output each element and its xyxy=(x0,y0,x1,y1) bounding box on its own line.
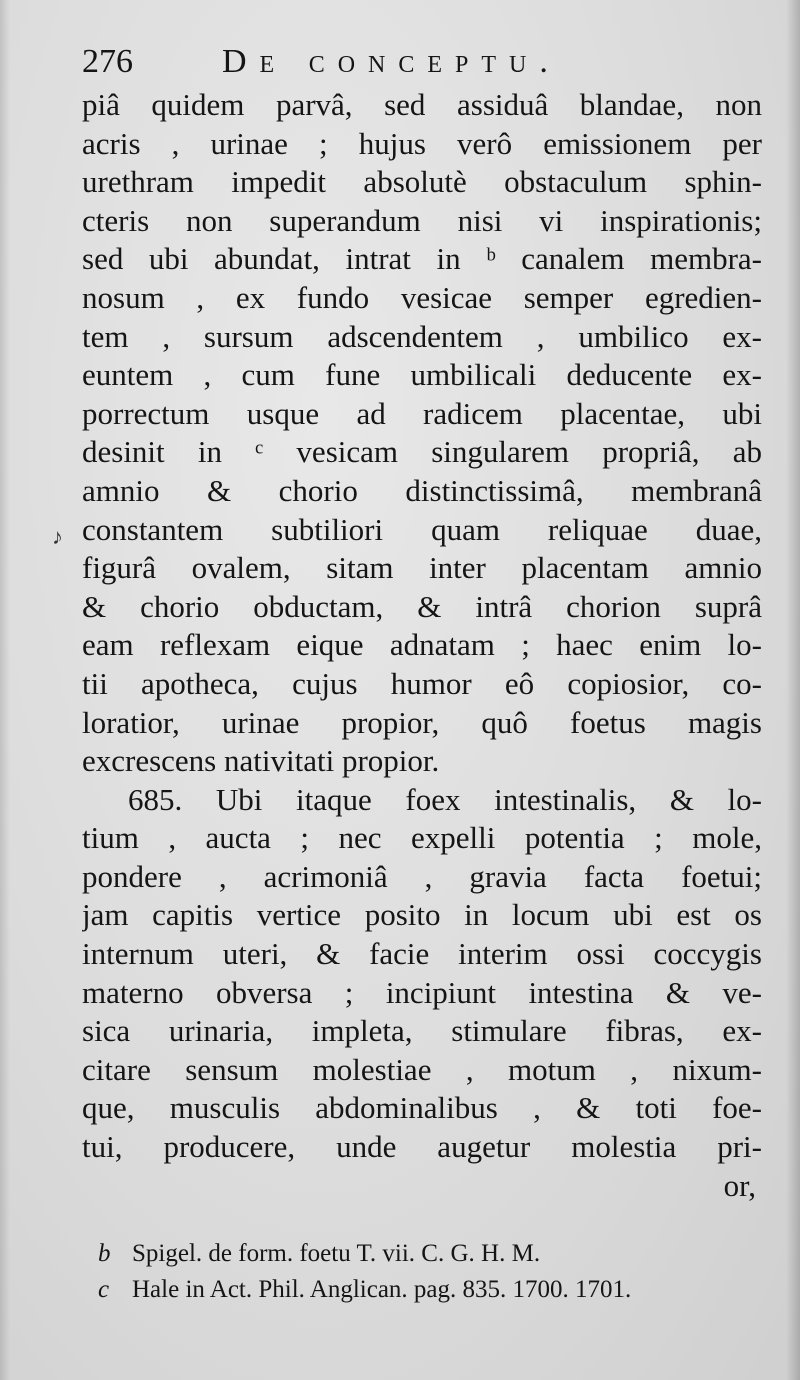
text-line: que, musculis abdominalibus , & toti foe- xyxy=(82,1090,762,1126)
text-line: pondere , acrimoniâ , gravia facta foetui; xyxy=(82,858,762,894)
text-line: tem , sursum adscendentem , umbilico ex- xyxy=(82,318,762,354)
footnote-text: Hale in Act. Phil. Anglican. pag. 835. 1700. 1701. xyxy=(132,1276,632,1303)
text-line: 685. Ubi itaque foex intestinalis, & lo- xyxy=(128,781,762,817)
text-line: euntem , cum fune umbilicali deducente ex- xyxy=(82,357,762,393)
text-line: figurâ ovalem, sitam inter placentam amnio xyxy=(82,550,762,586)
body-text xyxy=(82,86,762,1205)
text-line: jam capitis vertice posito in locum ubi est os xyxy=(82,897,762,933)
text-line: cteris non superandum nisi vi inspirationis; xyxy=(82,202,762,238)
text-line: urethram impedit absolutè obstaculum sphin- xyxy=(82,164,762,200)
page-number: 276 xyxy=(82,43,133,80)
page-shadow-left xyxy=(0,0,10,1380)
text-line: or, xyxy=(723,1167,756,1203)
text-line: eam reflexam eique adnatam ; haec enim lo- xyxy=(82,627,762,663)
text-line: piâ quidem parvâ, sed assiduâ blandae, non xyxy=(82,87,762,122)
footnotes xyxy=(98,1236,758,1308)
footnote-text: Spigel. de form. foetu T. vii. C. G. H. M. xyxy=(132,1240,541,1267)
text-line: sica urinaria, impleta, stimulare fibras, ex- xyxy=(82,1013,762,1049)
text-line: acris , urinae ; hujus verô emissionem per xyxy=(82,125,762,161)
page-header xyxy=(82,38,762,86)
text-line: excrescens nativitati propior. xyxy=(82,743,440,779)
text-line: porrectum usque ad radicem placentae, ubi xyxy=(82,395,762,431)
footnote xyxy=(98,1236,758,1272)
text-line: sed ubi abundat, intrat in ᵇ canalem membra- xyxy=(82,241,762,277)
running-title: De conceptu. xyxy=(222,43,561,80)
text-line: & chorio obductam, & intrâ chorion suprâ xyxy=(82,588,762,624)
page-shadow-right xyxy=(786,0,800,1380)
text-line: tui, producere, unde augetur molestia pri- xyxy=(82,1129,762,1165)
margin-mark: ♪ xyxy=(52,524,63,549)
text-line: amnio & chorio distinctissimâ, membranâ xyxy=(82,472,762,508)
text-line: tii apotheca, cujus humor eô copiosior, co- xyxy=(82,665,762,701)
text-line: internum uteri, & facie interim ossi coccygis xyxy=(82,936,762,972)
text-line: tium , aucta ; nec expelli potentia ; mole, xyxy=(82,820,762,856)
text-line: nosum , ex fundo vesicae semper egredien- xyxy=(82,279,762,315)
text-line: constantem subtiliori quam reliquae duae, xyxy=(82,511,762,547)
text-line: materno obversa ; incipiunt intestina & ve- xyxy=(82,974,762,1010)
text-line: citare sensum molestiae , motum , nixum- xyxy=(82,1051,762,1087)
footnote-marker: b xyxy=(98,1240,111,1267)
footnote xyxy=(98,1272,758,1308)
footnote-marker: c xyxy=(98,1276,110,1303)
text-line: loratior, urinae propior, quô foetus magis xyxy=(82,704,762,740)
text-line: desinit in ᶜ vesicam singularem propriâ, ab xyxy=(82,434,762,470)
